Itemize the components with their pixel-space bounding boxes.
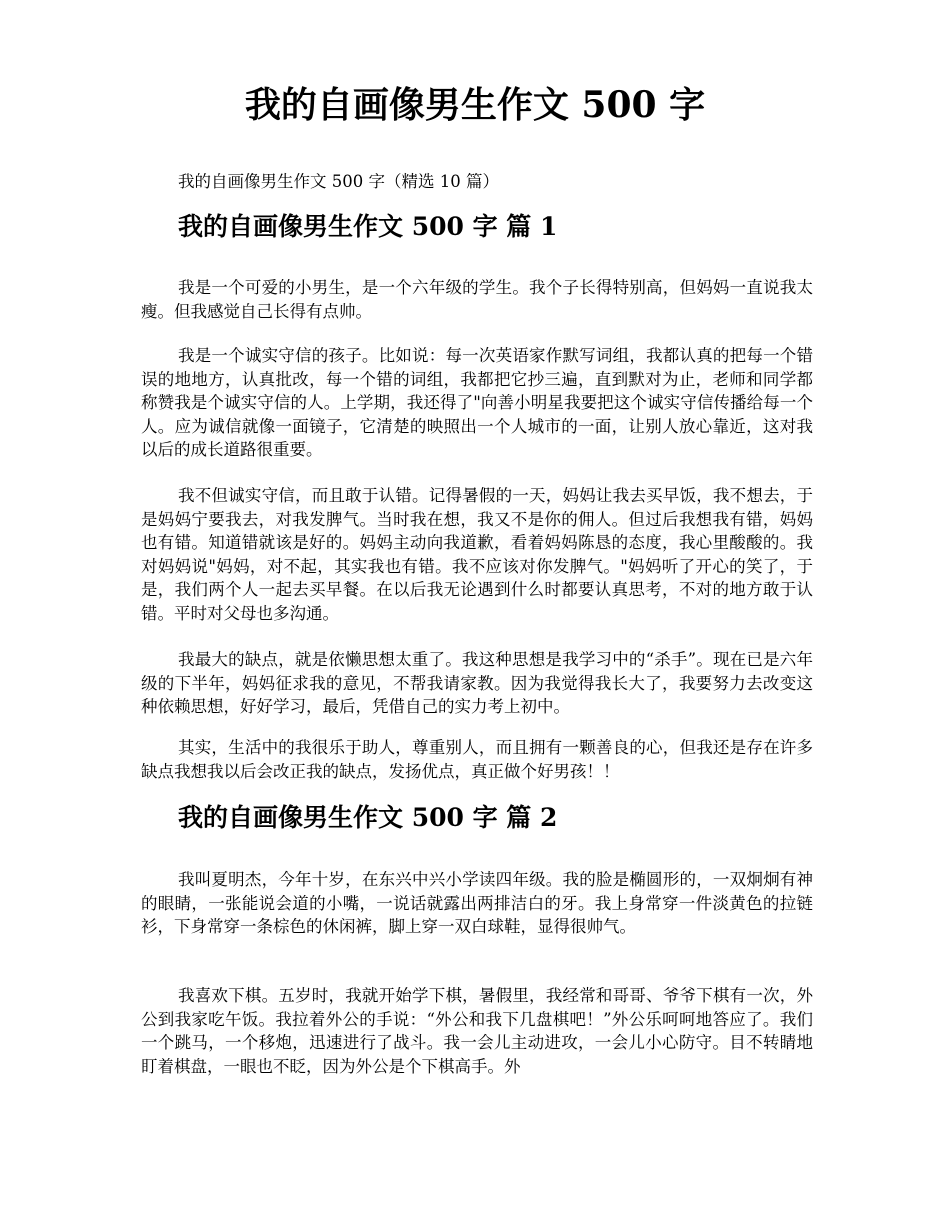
paragraph: 我喜欢下棋。五岁时，我就开始学下棋，暑假里，我经常和哥哥、爷爷下棋有一次，外公到我家吃午饭。我拉着外公的手说：“外公和我下几盘棋吧！”外公乐呵呵地答应了。我们一个跳马，一个移炮，迅速进行了战斗。我一会儿主动进攻，一会儿小心防守。目不转睛地盯着棋盘，一眼也不眨，因为外公是个下棋高手。外: [141, 986, 813, 1076]
paragraph: 我是一个诚实守信的孩子。比如说：每一次英语家作默写词组，我都认真的把每一个错误的地地方，认真批改，每一个错的词组，我都把它抄三遍，直到默对为止，老师和同学都称赞我是个诚实守信的人。上学期，我还得了"向善小明星我要把这个诚实守信传播给每一个人。应为诚信就像一面镜子，它清楚的映照出一个人城市的一面，让别人放心靠近，这对我以后的成长道路很重要。: [141, 346, 813, 460]
section-heading-2: 我的自画像男生作文 500 字 篇 2: [178, 803, 558, 832]
paragraph: 我不但诚实守信，而且敢于认错。记得暑假的一天，妈妈让我去买早饭，我不想去，于是妈妈宁要我去，对我发脾气。当时我在想，我又不是你的佣人。但过后我想我有错，妈妈也有错。知道错就该是好的。妈妈主动向我道歉，看着妈妈陈恳的态度，我心里酸酸的。我对妈妈说"妈妈，对不起，其实我也有错。我不应该对你发脾气。"妈妈听了开心的笑了，于是，我们两个人一起去买早餐。在以后我无论遇到什么时都要认真思考，不对的地方敢于认错。平时对父母也多沟通。: [141, 486, 813, 623]
paragraph: 我最大的缺点，就是依懒思想太重了。我这种思想是我学习中的“杀手”。现在已是六年级的下半年，妈妈征求我的意见，不帮我请家教。因为我觉得我长大了，我要努力去改变这种依赖思想，好好学习，最后，凭借自己的实力考上初中。: [141, 650, 813, 717]
paragraph: 其实，生活中的我很乐于助人，尊重别人，而且拥有一颗善良的心，但我还是存在许多缺点我想我以后会改正我的缺点，发扬优点，真正做个好男孩！！: [141, 738, 813, 781]
document-subtitle: 我的自画像男生作文 500 字（精选 10 篇）: [178, 172, 499, 191]
section-heading-1: 我的自画像男生作文 500 字 篇 1: [178, 212, 558, 241]
document-title: 我的自画像男生作文 500 字: [244, 84, 706, 126]
paragraph: 我叫夏明杰，今年十岁，在东兴中兴小学读四年级。我的脸是椭圆形的，一双炯炯有神的眼睛，一张能说会道的小嘴，一说话就露出两排洁白的牙。我上身常穿一件淡黄色的拉链衫，下身常穿一条棕色的休闲裤，脚上穿一双白球鞋，显得很帅气。: [141, 870, 813, 937]
paragraph: 我是一个可爱的小男生，是一个六年级的学生。我个子长得特别高，但妈妈一直说我太瘦。但我感觉自己长得有点帅。: [141, 278, 813, 321]
